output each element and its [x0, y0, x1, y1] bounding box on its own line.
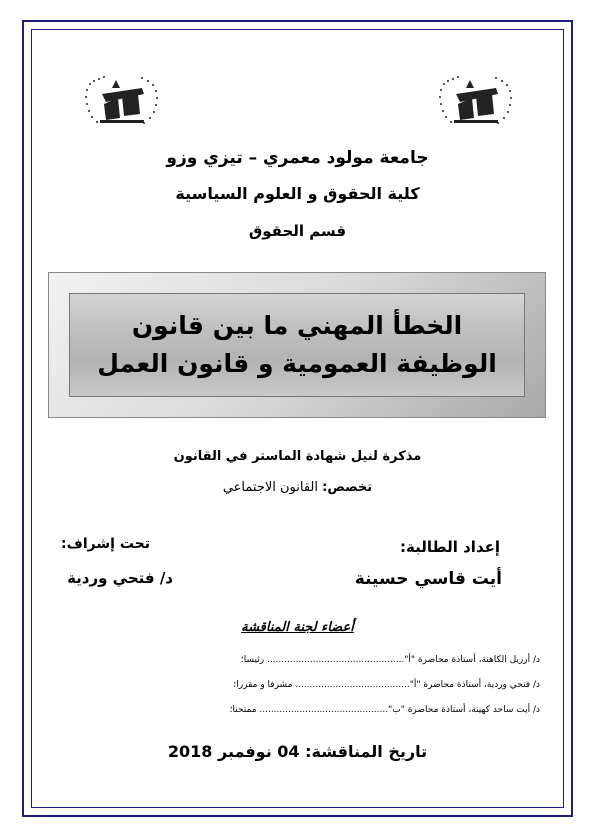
committee-member: د/ أيت ساحد كهينة، أستاذة محاضرة "ب"............................................. ممتحنا؛ — [229, 705, 540, 715]
thesis-title-panel — [69, 293, 525, 397]
prepared-by-label: إعداد الطالبة: — [400, 538, 500, 556]
supervised-by-label: تحت إشراف: — [61, 536, 150, 552]
specialization-value: القانون الاجتماعي — [222, 480, 319, 495]
committee-title: أعضاء لجنة المناقشة — [241, 620, 354, 635]
committee-member: د/ فتحي وردية، أستاذة محاضرة "أ"........................................ مشرفا و مقررا؛ — [233, 680, 540, 690]
thesis-title-box — [48, 272, 546, 418]
thesis-title-line-1: الخطأ المهني ما بين قانون — [131, 311, 463, 340]
university-logo-right — [436, 74, 516, 134]
memo-description: مذكرة لنيل شهادة الماستر في القانون — [173, 449, 422, 464]
supervisor-name: د/ فتحي وردية — [67, 569, 173, 587]
defense-date: تاريخ المناقشة: 04 نوفمبر 2018 — [167, 742, 428, 761]
faculty-name: كلية الحقوق و العلوم السياسية — [175, 184, 420, 203]
student-name: أيت قاسي حسينة — [354, 569, 502, 589]
committee-member: د/ أرزيل الكاهنة، أستاذة محاضرة "أ"................................................ رئيسا؛ — [240, 655, 540, 665]
thesis-title-line-2: الوظيفة العمومية و قانون العمل — [97, 349, 497, 378]
page-border-inner — [31, 29, 564, 808]
department-name: قسم الحقوق — [248, 222, 347, 240]
specialization — [0, 480, 595, 495]
university-name: جامعة مولود معمري – تيزي وزو — [166, 148, 429, 168]
specialization-label: تخصص: — [322, 480, 373, 495]
university-logo-left — [82, 74, 162, 134]
